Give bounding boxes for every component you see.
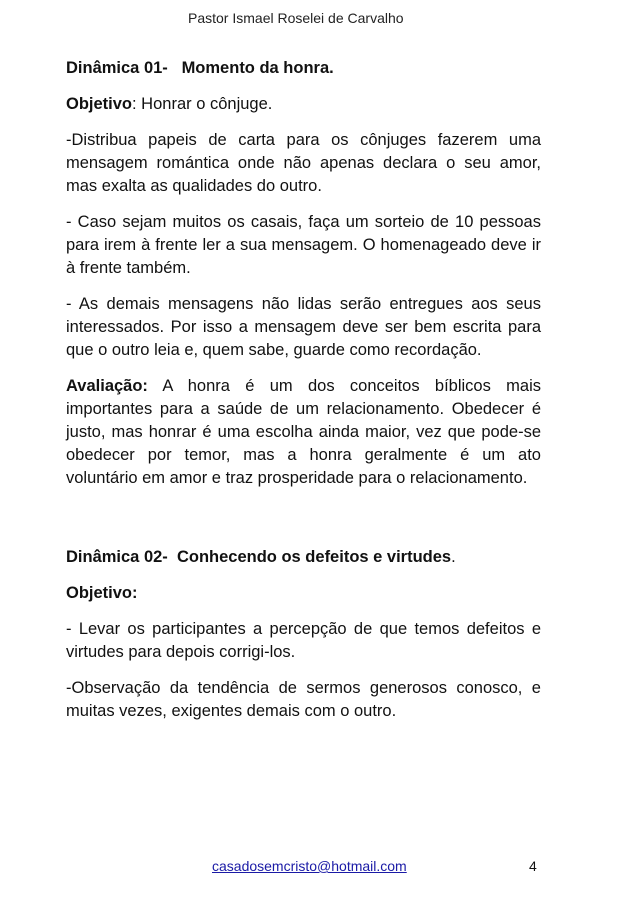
header-author: Pastor Ismael Roselei de Carvalho [188,10,404,26]
section-1-paragraph-1: -Distribua papeis de carta para os cônjuges fazerem uma mensagem romántica onde não apenas declara o seu amor, mas exalta as qualidades do outro. [66,131,541,195]
section-2-title [66,546,541,569]
section-2-title-prefix: Dinâmica 02- [66,548,168,566]
section-1-evaluation-label: Avaliação: [66,377,148,395]
section-1-title-prefix: Dinâmica 01- [66,59,168,77]
section-1-evaluation [66,375,541,490]
section-2-objective [66,582,541,605]
section-1-title [66,57,541,80]
footer-page-number: 4 [529,858,537,874]
section-2-paragraph-1: - Levar os participantes a percepção de que temos defeitos e virtudes para depois corrigi-los. [66,620,541,661]
section-1-evaluation-text: A honra é um dos conceitos bíblicos mais importantes para a saúde de um relacionamento. Obedecer é justo, mas honrar é uma escolha ainda maior, vez que pode-se obedecer por temor, mas a honra geralmente é um ato voluntário em amor e traz prosperidade para o relacionamento. [66,377,541,487]
section-1-title-text: Momento da honra. [181,59,334,77]
section-1-paragraph-2: - Caso sejam muitos os casais, faça um sorteio de 10 pessoas para irem à frente ler a sua mensagem. O homenageado deve ir à frente também. [66,213,541,277]
footer-email-link[interactable]: casadosemcristo@hotmail.com [212,858,407,874]
section-2-title-text: Conhecendo os defeitos e virtudes [176,548,452,566]
section-2-paragraph-2: -Observação da tendência de sermos generosos conosco, e muitas vezes, exigentes demais com o outro. [66,679,541,720]
document-body [66,57,541,736]
section-2-title-suffix: . [451,548,456,566]
section-spacer [66,503,541,546]
section-1-objective [66,93,541,116]
section-2-objective-label: Objetivo: [66,584,138,602]
section-1-objective-label: Objetivo [66,95,133,113]
section-1-objective-text: : Honrar o cônjuge. [132,95,273,113]
section-1-paragraph-3: - As demais mensagens não lidas serão entregues aos seus interessados. Por isso a mensagem deve ser bem escrita para que o outro leia e, quem sabe, guarde como recordação. [66,295,541,359]
